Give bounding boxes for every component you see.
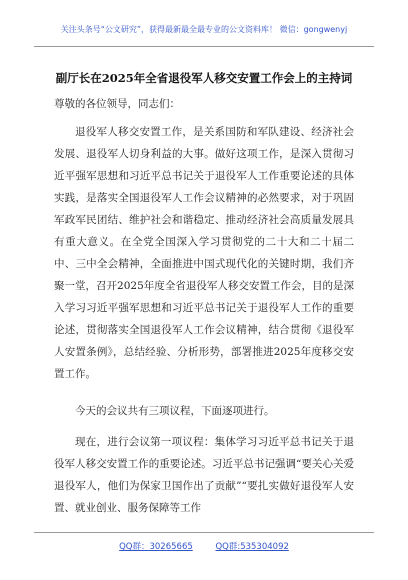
header-notice: 关注头条号“公文研究”，获得最新最全最专业的公文资料库！ 微信：gongwenyj bbox=[60, 25, 348, 34]
page-header bbox=[0, 0, 408, 62]
qq-group-2[interactable]: QQ群:535304092 bbox=[215, 542, 289, 552]
paragraph-3: 现在，进行会议第一项议程：集体学习习近平总书记关于退役军人移交安置工作的重要论述。习近平总书记强调“要关心关爱退役军人，他们为保家卫国作出了贡献”“要扎实做好退役军人安置、就业创业、服务保障等工作 bbox=[54, 436, 354, 514]
page-footer bbox=[0, 530, 408, 580]
footer-contacts bbox=[0, 540, 408, 552]
qq-group-1[interactable]: QQ群：30265665 bbox=[119, 542, 193, 552]
header-divider bbox=[34, 46, 374, 47]
footer-divider bbox=[34, 532, 374, 533]
document-title: 副厅长在2025年全省退役军人移交安置工作会上的主持词 bbox=[55, 71, 353, 85]
paragraph-2: 今天的会议共有三项议程，下面逐项进行。 bbox=[75, 405, 275, 417]
greeting: 尊敬的各位领导，同志们： bbox=[54, 98, 180, 110]
paragraph-1: 退役军人移交安置工作，是关系国防和军队建设、经济社会发展、退役军人切身利益的大事。做好这项工作，是深入贯彻习近平强军思想和习近平总书记关于退役军人工作重要论述的具体实践，是落实全国退役军人工作会议精神的必然要求，对于巩固军政军民团结、维护社会和谐稳定、推动经济社会高质量发展具有重大意义。在全党全国深入学习贯彻党的二十大和二十届二中、三中全会精神，全面推进中国式现代化的关键时期，我们齐聚一堂，召开2025年度全省退役军人移交安置工作会，目的是深入学习习近平强军思想和习近平总书记关于退役军人工作的重要论述，贯彻落实全国退役军人工作会议精神，结合贯彻《退役军人安置条例》，总结经验、分析形势，部署推进2025年度移交安置工作。 bbox=[54, 126, 354, 380]
